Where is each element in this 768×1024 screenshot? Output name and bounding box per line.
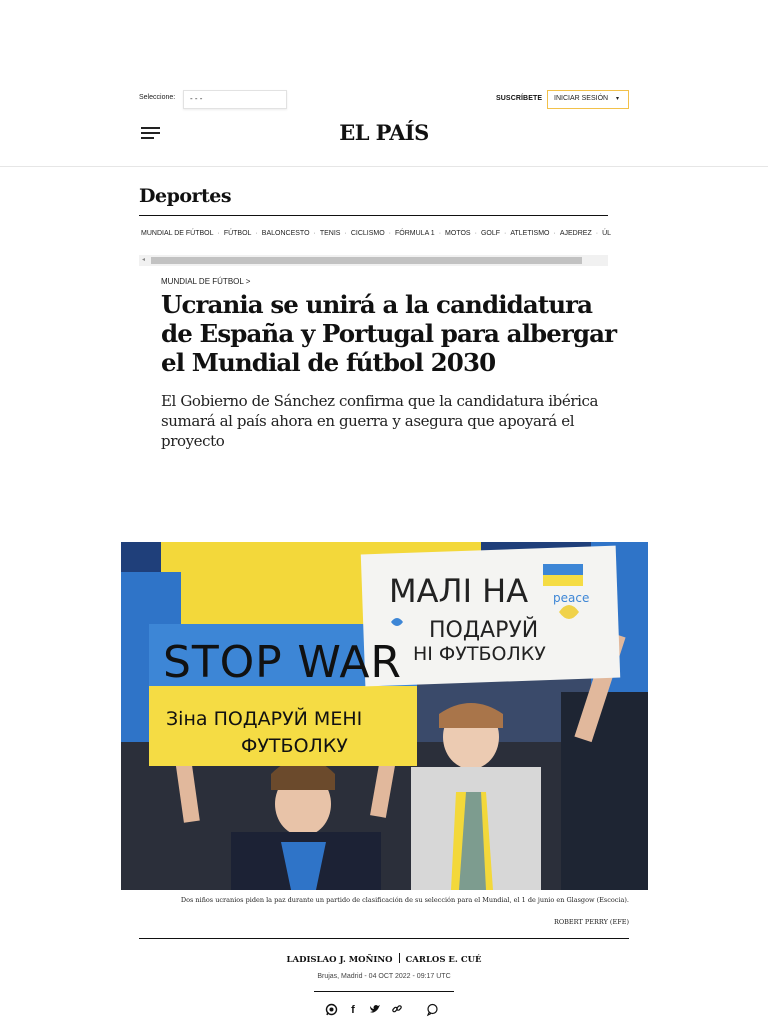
section-divider	[139, 215, 608, 216]
subnav-item[interactable]: ÚL	[602, 230, 612, 237]
section-title[interactable]: Deportes	[139, 185, 232, 207]
subnav-item[interactable]: GOLF	[480, 230, 500, 237]
subnav-separator: ·	[388, 230, 392, 237]
sign-right-peace: peace	[553, 591, 590, 605]
subnav-separator: ·	[313, 230, 316, 237]
sign-left-bottom-1: Зіна ПОДАРУЙ МЕНІ	[166, 708, 363, 730]
sign-left-bottom-2: ФУТБОЛКУ	[241, 735, 348, 757]
subnav-item[interactable]: MOTOS	[445, 230, 471, 237]
subnav-item[interactable]: BALONCESTO	[261, 230, 310, 237]
scroll-left-icon[interactable]: ◂	[142, 257, 146, 263]
author-link[interactable]: LADISLAO J. MOÑINO	[286, 955, 393, 965]
subnav-separator: ·	[504, 230, 507, 237]
subnav-separator: ·	[595, 230, 599, 237]
article-headline: Ucrania se unirá a la candidatura de España y Portugal para albergar el Mundial de fútbol 2030	[161, 290, 617, 377]
comment-icon[interactable]	[425, 1003, 439, 1017]
site-logo[interactable]: EL PAÍS	[339, 120, 429, 145]
article-standfirst: El Gobierno de Sánchez confirma que la candidatura ibérica sumará al país ahora en guerra y asegura que apoyará el proyecto	[161, 392, 599, 450]
whatsapp-icon[interactable]	[324, 1003, 338, 1017]
link-icon[interactable]	[390, 1003, 404, 1017]
scrollbar-thumb[interactable]	[151, 257, 582, 264]
subnav-scrollbar[interactable]	[139, 255, 608, 266]
subnav-separator: ·	[255, 230, 258, 237]
subnav-item[interactable]: MUNDIAL DE FÚTBOL	[141, 230, 214, 237]
subnav-item[interactable]: FÓRMULA 1	[395, 230, 435, 237]
photo-illustration	[121, 542, 648, 890]
sign-right-1: МАЛІ НА	[389, 572, 529, 610]
subnav-separator: ·	[217, 230, 220, 237]
photo-credit: ROBERT PERRY (EFE)	[553, 918, 629, 926]
article-kicker[interactable]: MUNDIAL DE FÚTBOL >	[161, 277, 251, 286]
twitter-icon[interactable]	[368, 1003, 382, 1017]
login-button[interactable]	[547, 90, 629, 109]
subnav-item[interactable]: TENIS	[319, 230, 341, 237]
edition-select-label: Seleccione:	[139, 94, 176, 101]
facebook-icon[interactable]: f	[351, 1004, 355, 1016]
subscribe-link[interactable]: SUSCRÍBETE	[496, 95, 543, 102]
subnav-separator: ·	[438, 230, 442, 237]
login-button-label: INICIAR SESIÓN	[554, 95, 609, 102]
subnav-separator: ·	[553, 230, 556, 237]
subnav-item[interactable]: AJEDREZ	[559, 230, 592, 237]
sign-left-top: STOP WAR	[163, 637, 401, 688]
subnav-item[interactable]: CICLISMO	[350, 230, 385, 237]
subnav-item[interactable]: ATLETISMO	[510, 230, 550, 237]
dateline: Brujas, Madrid - 04 OCT 2022 - 09:17 UTC	[317, 973, 451, 980]
article-photo	[121, 542, 648, 890]
sign-right-2: ПОДАРУЙ	[429, 618, 539, 643]
edition-select[interactable]: - - -	[183, 90, 287, 109]
dateline-divider	[314, 991, 454, 992]
sign-right-3: НІ ФУТБОЛКУ	[413, 643, 546, 665]
chevron-down-icon: ▾	[615, 96, 619, 102]
subnav-item[interactable]: FÚTBOL	[223, 230, 252, 237]
photo-caption: Dos niños ucranios piden la paz durante un partido de clasificación de su selección para el Mundial, el 1 de junio en Glasgow (Escocia).	[180, 896, 629, 904]
byline	[0, 953, 768, 965]
subnav-separator: ·	[474, 230, 477, 237]
top-bar	[139, 90, 630, 110]
header-divider	[0, 166, 768, 167]
byline-divider	[139, 938, 629, 939]
share-bar	[322, 1003, 442, 1019]
subnav-separator: ·	[344, 230, 347, 237]
author-link[interactable]: CARLOS E. CUÉ	[405, 955, 482, 965]
section-subnav	[141, 230, 612, 242]
